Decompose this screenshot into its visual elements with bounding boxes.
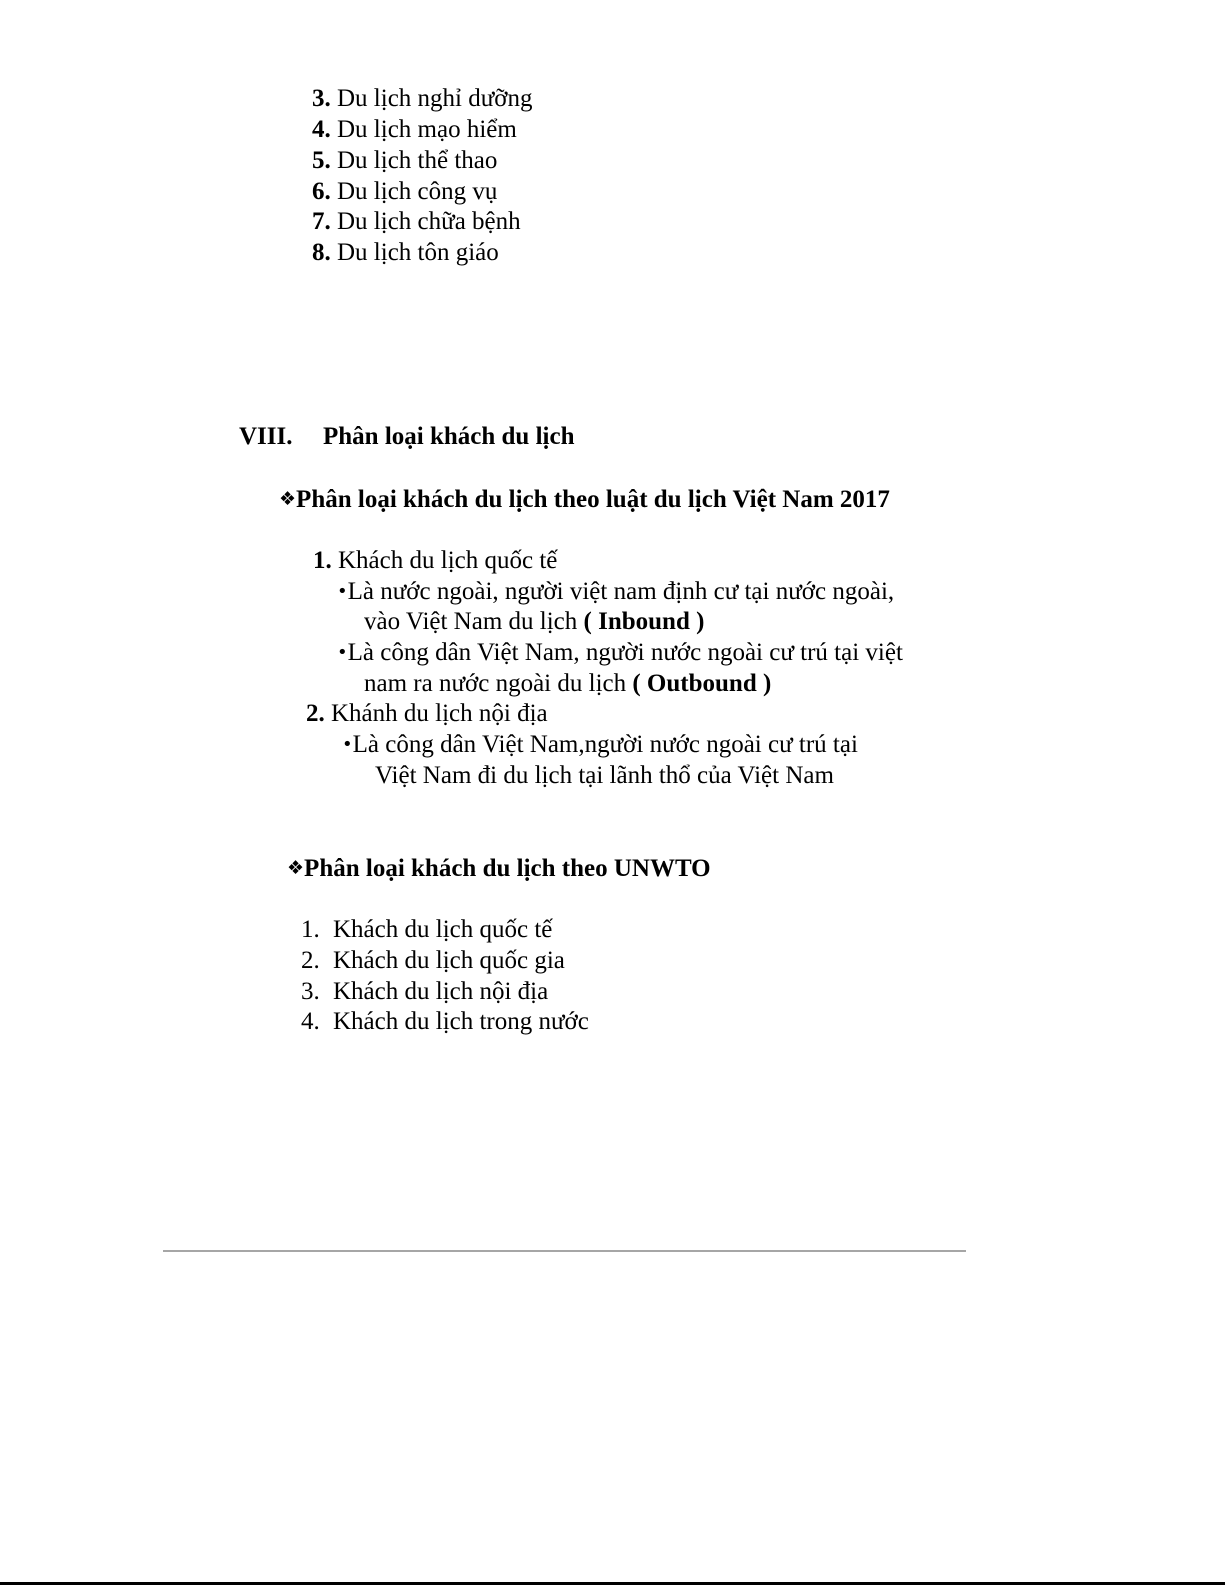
diamond-bullet-icon: ❖ xyxy=(287,857,305,879)
outbound-tag: ( Outbound ) xyxy=(632,670,772,697)
list-item: 1. Khách du lịch quốc tế xyxy=(301,916,553,943)
bullet-line-continuation: Việt Nam đi du lịch tại lãnh thổ của Việt Nam xyxy=(375,762,834,789)
list-item-domestic: 2. Khánh du lịch nội địa xyxy=(306,700,548,727)
list-item: 4. Khách du lịch trong nước xyxy=(301,1008,589,1035)
bullet-icon: • xyxy=(337,642,348,663)
bullet-line: •Là công dân Việt Nam, người nước ngoài cư trú tại việt xyxy=(337,639,903,666)
list-item: 3. Khách du lịch nội địa xyxy=(301,978,549,1005)
list-item: 3. Du lịch nghỉ dưỡng xyxy=(312,85,533,112)
bullet-icon: • xyxy=(337,581,348,602)
list-item-international: 1. Khách du lịch quốc tế xyxy=(313,547,558,574)
bullet-line-continuation: vào Việt Nam du lịch ( Inbound ) xyxy=(364,608,705,635)
list-item: 8. Du lịch tôn giáo xyxy=(312,239,499,266)
list-item: 5. Du lịch thể thao xyxy=(312,147,498,174)
bullet-icon: • xyxy=(342,734,353,755)
inbound-tag: ( Inbound ) xyxy=(583,608,705,635)
diamond-bullet-icon: ❖ xyxy=(279,488,297,510)
footer-divider xyxy=(163,1250,966,1252)
section-title: Phân loại khách du lịch xyxy=(323,423,575,450)
bullet-line: •Là nước ngoài, người việt nam định cư tại nước ngoài, xyxy=(337,578,895,605)
list-item: 4. Du lịch mạo hiểm xyxy=(312,116,517,143)
section-numeral: VIII. xyxy=(239,423,293,450)
subsection-heading-law: ❖Phân loại khách du lịch theo luật du lịch Việt Nam 2017 xyxy=(279,486,890,513)
subsection-heading-unwto: ❖Phân loại khách du lịch theo UNWTO xyxy=(287,855,711,882)
section-heading xyxy=(239,422,575,452)
list-item: 7. Du lịch chữa bệnh xyxy=(312,208,521,235)
bullet-line: •Là công dân Việt Nam,người nước ngoài cư trú tại xyxy=(342,731,858,758)
list-item: 2. Khách du lịch quốc gia xyxy=(301,947,565,974)
bullet-line-continuation: nam ra nước ngoài du lịch ( Outbound ) xyxy=(364,670,772,697)
list-item: 6. Du lịch công vụ xyxy=(312,178,498,205)
